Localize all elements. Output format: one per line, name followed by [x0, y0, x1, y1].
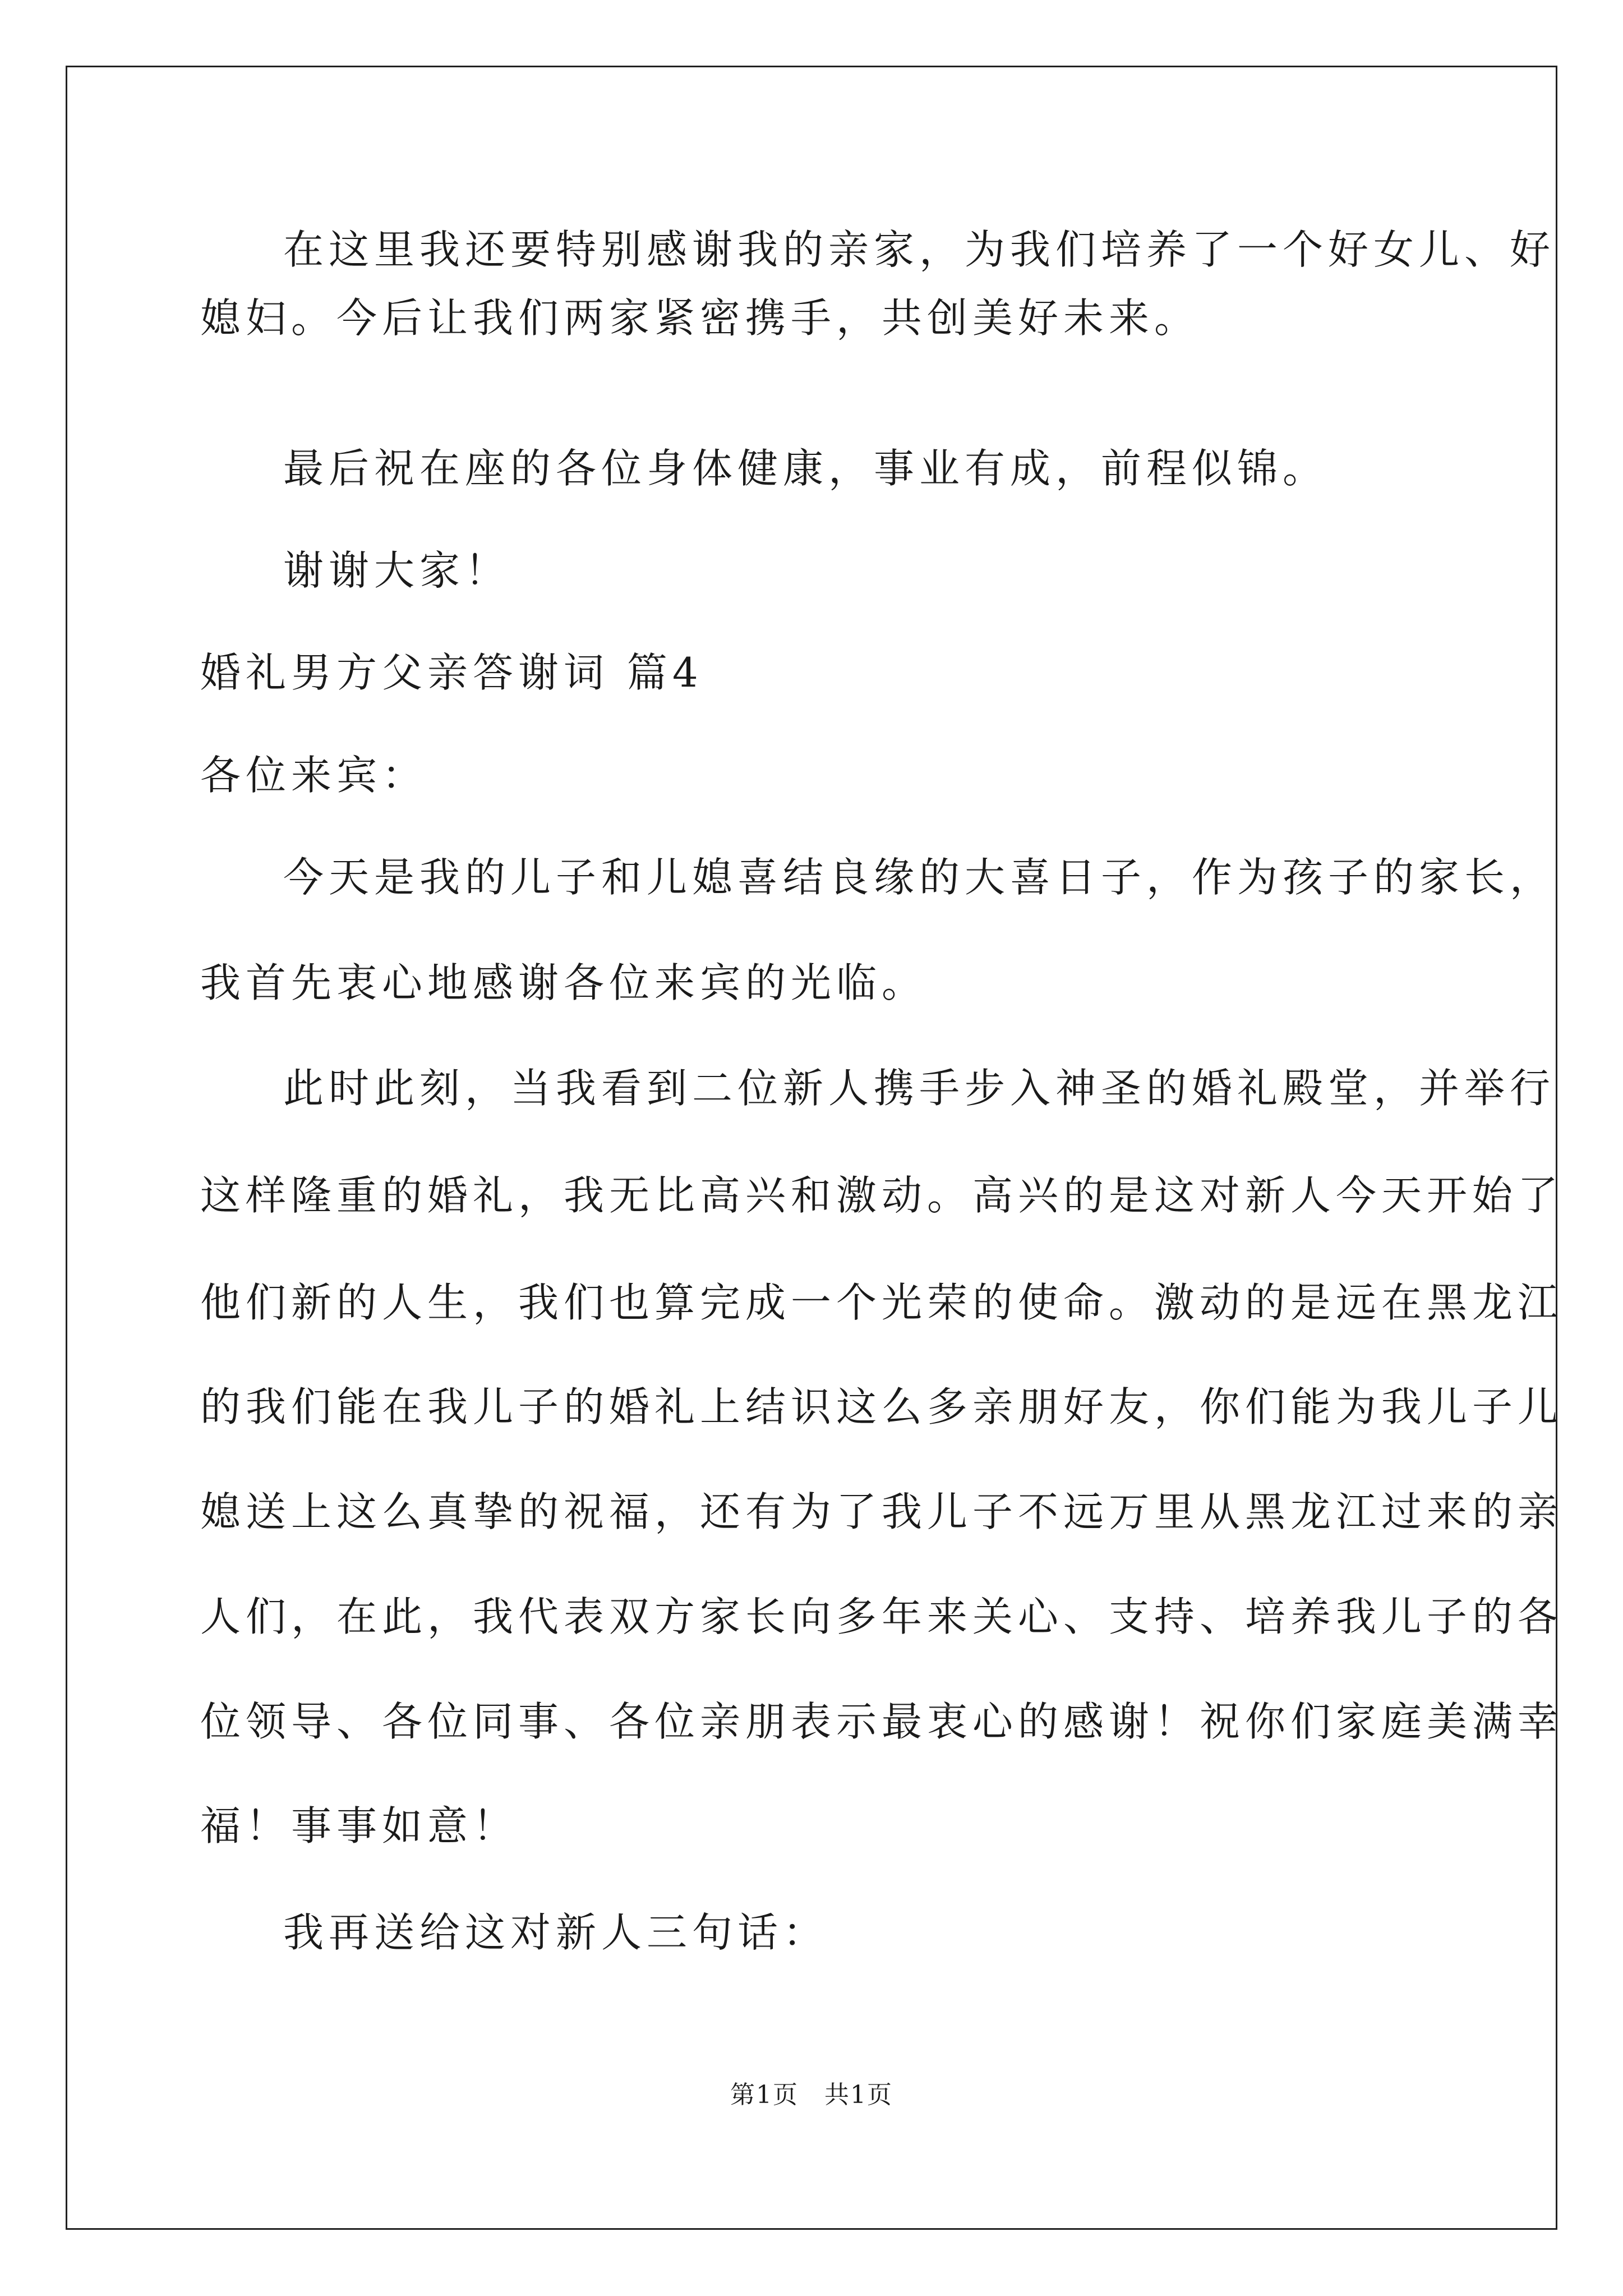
paragraph-line: 谢谢大家！	[283, 547, 511, 594]
paragraph-line: 此时此刻，当我看到二位新人携手步入神圣的婚礼殿堂，并举行	[283, 1065, 1556, 1112]
paragraph-line: 媳妇。今后让我们两家紧密携手，共创美好未来。	[200, 295, 1200, 342]
paragraph-line: 人们，在此，我代表双方家长向多年来关心、支持、培养我儿子的各	[200, 1593, 1564, 1640]
paragraph-line: 他们新的人生，我们也算完成一个光荣的使命。激动的是远在黑龙江	[200, 1279, 1564, 1326]
section-heading: 婚礼男方父亲答谢词 篇4	[200, 649, 703, 696]
page-border	[66, 66, 1557, 2230]
paragraph-line: 这样隆重的婚礼，我无比高兴和激动。高兴的是这对新人今天开始了	[200, 1172, 1564, 1219]
paragraph-line: 的我们能在我儿子的婚礼上结识这么多亲朋好友，你们能为我儿子儿	[200, 1383, 1564, 1430]
paragraph-line: 福！事事如意！	[200, 1802, 519, 1849]
page-number: 第1页 共1页	[730, 2081, 893, 2109]
paragraph-line: 在这里我还要特别感谢我的亲家，为我们培养了一个好女儿、好	[283, 226, 1556, 273]
paragraph-line: 我再送给这对新人三句话：	[283, 1909, 829, 1956]
paragraph-line: 媳送上这么真挚的祝福，还有为了我儿子不远万里从黑龙江过来的亲	[200, 1488, 1564, 1535]
salutation: 各位来宾：	[200, 752, 428, 799]
paragraph-line: 今天是我的儿子和儿媳喜结良缘的大喜日子，作为孩子的家长，	[283, 854, 1556, 901]
paragraph-line: 我首先衷心地感谢各位来宾的光临。	[200, 959, 928, 1006]
paragraph-line: 位领导、各位同事、各位亲朋表示最衷心的感谢！祝你们家庭美满幸	[200, 1698, 1564, 1745]
paragraph-line: 最后祝在座的各位身体健康，事业有成，前程似锦。	[283, 445, 1329, 492]
